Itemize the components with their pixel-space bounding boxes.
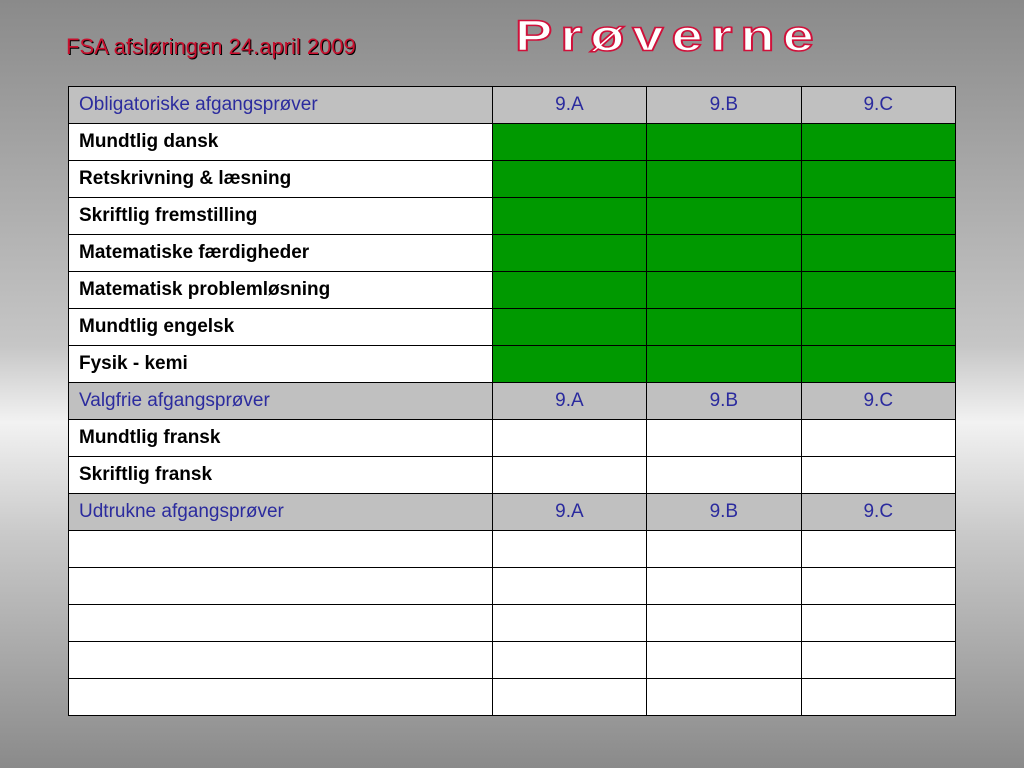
status-cell-completed xyxy=(647,124,801,161)
exam-label: Skriftlig fransk xyxy=(69,457,493,494)
exam-label: Fysik - kemi xyxy=(69,346,493,383)
exam-label xyxy=(69,531,493,568)
section-heading: Obligatoriske afgangsprøver xyxy=(69,87,493,124)
status-cell-empty xyxy=(801,679,955,716)
exam-label: Mundtlig dansk xyxy=(69,124,493,161)
status-cell-empty xyxy=(801,457,955,494)
exam-label: Mundtlig engelsk xyxy=(69,309,493,346)
status-cell-empty xyxy=(801,642,955,679)
section-header-row xyxy=(69,494,956,531)
class-column-header: 9.C xyxy=(801,383,955,420)
table-row xyxy=(69,124,956,161)
table-row xyxy=(69,531,956,568)
table-row xyxy=(69,568,956,605)
status-cell-empty xyxy=(647,642,801,679)
exam-label: Skriftlig fremstilling xyxy=(69,198,493,235)
status-cell-empty xyxy=(647,605,801,642)
exam-label xyxy=(69,642,493,679)
status-cell-empty xyxy=(801,531,955,568)
status-cell-empty xyxy=(492,420,646,457)
status-cell-completed xyxy=(492,235,646,272)
exam-label xyxy=(69,605,493,642)
section-header-row xyxy=(69,383,956,420)
status-cell-empty xyxy=(647,531,801,568)
section-header-row xyxy=(69,87,956,124)
status-cell-completed xyxy=(801,161,955,198)
status-cell-empty xyxy=(492,457,646,494)
table-row xyxy=(69,642,956,679)
status-cell-empty xyxy=(801,420,955,457)
status-cell-empty xyxy=(492,642,646,679)
status-cell-empty xyxy=(647,420,801,457)
status-cell-completed xyxy=(492,124,646,161)
slide-subtitle: FSA afsløringen 24.april 2009 xyxy=(66,34,356,59)
class-column-header: 9.B xyxy=(647,494,801,531)
table-row xyxy=(69,679,956,716)
class-column-header: 9.A xyxy=(492,383,646,420)
class-column-header: 9.A xyxy=(492,494,646,531)
table-row xyxy=(69,198,956,235)
table-row xyxy=(69,235,956,272)
section-heading: Udtrukne afgangsprøver xyxy=(69,494,493,531)
class-column-header: 9.A xyxy=(492,87,646,124)
table-row xyxy=(69,309,956,346)
table-row xyxy=(69,420,956,457)
status-cell-completed xyxy=(647,161,801,198)
status-cell-completed xyxy=(492,272,646,309)
status-cell-completed xyxy=(492,198,646,235)
exam-label: Retskrivning & læsning xyxy=(69,161,493,198)
slide-title: Prøverne xyxy=(515,10,822,61)
status-cell-empty xyxy=(801,568,955,605)
exam-label: Matematiske færdigheder xyxy=(69,235,493,272)
status-cell-completed xyxy=(647,309,801,346)
status-cell-empty xyxy=(492,679,646,716)
status-cell-empty xyxy=(647,568,801,605)
exam-label: Mundtlig fransk xyxy=(69,420,493,457)
class-column-header: 9.C xyxy=(801,87,955,124)
status-cell-empty xyxy=(492,531,646,568)
exam-label xyxy=(69,679,493,716)
status-cell-completed xyxy=(647,235,801,272)
table-row xyxy=(69,272,956,309)
status-cell-empty xyxy=(492,568,646,605)
exam-label xyxy=(69,568,493,605)
table-row xyxy=(69,161,956,198)
status-cell-empty xyxy=(647,457,801,494)
status-cell-completed xyxy=(801,272,955,309)
status-cell-completed xyxy=(492,161,646,198)
status-cell-completed xyxy=(647,272,801,309)
table-row xyxy=(69,457,956,494)
status-cell-completed xyxy=(801,309,955,346)
status-cell-completed xyxy=(647,346,801,383)
status-cell-completed xyxy=(647,198,801,235)
class-column-header: 9.B xyxy=(647,87,801,124)
table-row xyxy=(69,346,956,383)
status-cell-completed xyxy=(801,124,955,161)
status-cell-empty xyxy=(647,679,801,716)
exam-label: Matematisk problemløsning xyxy=(69,272,493,309)
exam-table xyxy=(68,86,956,716)
status-cell-completed xyxy=(492,346,646,383)
status-cell-completed xyxy=(801,198,955,235)
class-column-header: 9.B xyxy=(647,383,801,420)
status-cell-empty xyxy=(492,605,646,642)
status-cell-completed xyxy=(801,235,955,272)
status-cell-completed xyxy=(492,309,646,346)
class-column-header: 9.C xyxy=(801,494,955,531)
status-cell-empty xyxy=(801,605,955,642)
section-heading: Valgfrie afgangsprøver xyxy=(69,383,493,420)
table-row xyxy=(69,605,956,642)
status-cell-completed xyxy=(801,346,955,383)
